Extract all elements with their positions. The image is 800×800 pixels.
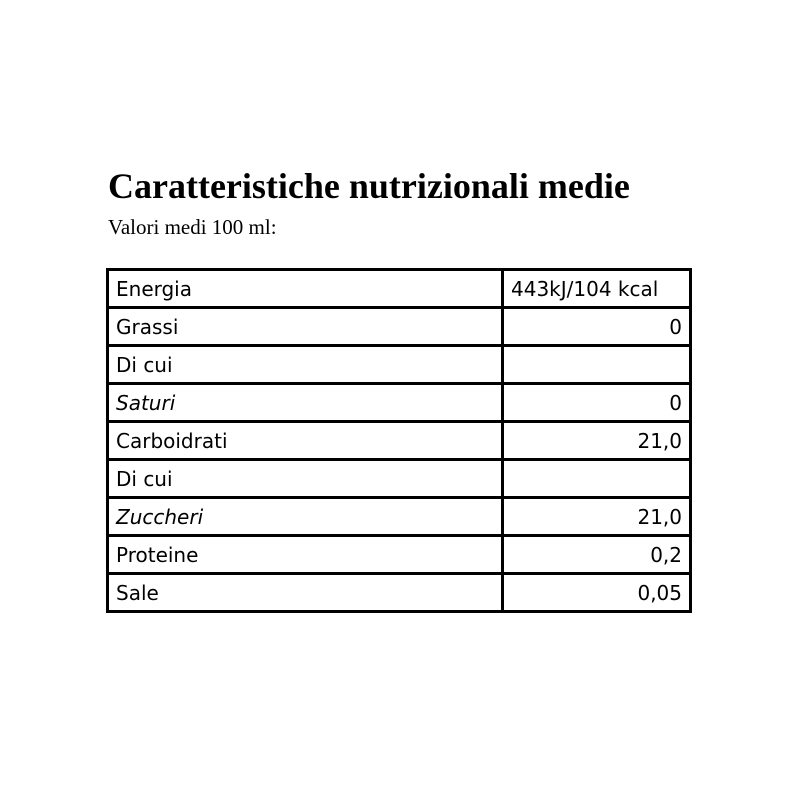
- page-subtitle: Valori medi 100 ml:: [108, 215, 277, 239]
- row-label: Sale: [108, 574, 503, 612]
- nutrition-table: [106, 268, 692, 613]
- table-row-proteine: [108, 536, 691, 574]
- table-row-grassi: [108, 308, 691, 346]
- row-value: 0,2: [503, 536, 691, 574]
- row-value: 0: [503, 384, 691, 422]
- row-label: Grassi: [108, 308, 503, 346]
- page-title: Caratteristiche nutrizionali medie: [108, 166, 630, 206]
- table-row-carboidrati: [108, 422, 691, 460]
- row-label: Carboidrati: [108, 422, 503, 460]
- table-row-energia: [108, 270, 691, 308]
- row-label: Proteine: [108, 536, 503, 574]
- row-value: 0: [503, 308, 691, 346]
- row-value: 443kJ/104 kcal: [503, 270, 691, 308]
- row-label: Zuccheri: [108, 498, 503, 536]
- row-value: 0,05: [503, 574, 691, 612]
- row-value: 21,0: [503, 498, 691, 536]
- row-value: [503, 346, 691, 384]
- table-row-saturi: [108, 384, 691, 422]
- row-label: Energia: [108, 270, 503, 308]
- row-value: 21,0: [503, 422, 691, 460]
- table-row-zuccheri: [108, 498, 691, 536]
- row-label: Di cui: [108, 346, 503, 384]
- table-row-sale: [108, 574, 691, 612]
- row-value: [503, 460, 691, 498]
- table-row-di-cui-grassi: [108, 346, 691, 384]
- row-label: Saturi: [108, 384, 503, 422]
- row-label: Di cui: [108, 460, 503, 498]
- table-row-di-cui-carboidrati: [108, 460, 691, 498]
